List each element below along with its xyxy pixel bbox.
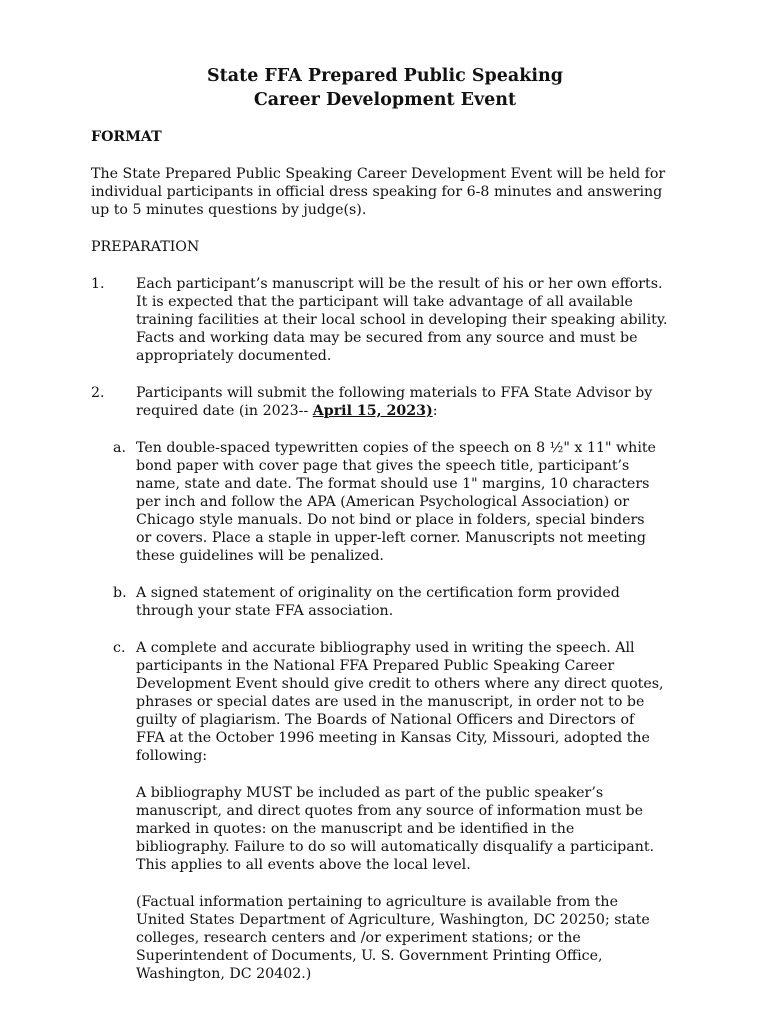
item-2-number: 2. [91,385,105,401]
item-1-line: Each participant’s manuscript will be the result of his or her own efforts. [136,276,663,292]
item-c-line: Development Event should give credit to others where any direct quotes, [136,676,664,692]
quote-line: This applies to all events above the local level. [136,857,471,873]
item-1-line: training facilities at their local school in developing their speaking ability. [136,312,668,328]
item-a-line: or covers. Place a staple in upper-left corner. Manuscripts not meeting [136,530,647,546]
item-c-letter: c. [113,640,126,656]
item-b-letter: b. [113,585,127,601]
item-c-line: guilty of plagiarism. The Boards of National Officers and Directors of [136,712,635,728]
item-c-line: FFA at the October 1996 meeting in Kansas City, Missouri, adopted the [136,730,650,746]
note-line: Superintendent of Documents, U. S. Government Printing Office, [136,948,603,964]
item-b-line: through your state FFA association. [136,603,394,619]
item-b-line: A signed statement of originality on the certification form provided [136,585,620,601]
item-c-line: following: [136,748,208,764]
note-line: colleges, research centers and /or experiment stations; or the [136,930,581,946]
item-a-line: per inch and follow the APA (American Psychological Association) or [136,494,630,510]
note-line: (Factual information pertaining to agriculture is available from the [136,894,618,910]
item-1-line: appropriately documented. [136,348,332,364]
item-a-line: Ten double-spaced typewritten copies of the speech on 8 ½" x 11" white [136,440,656,456]
note-line: Washington, DC 20402.) [136,966,312,982]
item-a-letter: a. [113,440,126,456]
quote-line: A bibliography MUST be included as part of the public speaker’s [136,785,604,801]
item-1-line: Facts and working data may be secured from any source and must be [136,330,638,346]
item-a-line: bond paper with cover page that gives the speech title, participant’s [136,458,630,474]
item-a-line: these guidelines will be penalized. [136,548,384,564]
item-2-colon: : [432,403,438,419]
item-c-line: participants in the National FFA Prepared Public Speaking Career [136,658,615,674]
format-line: up to 5 minutes questions by judge(s). [91,202,367,218]
format-heading: FORMAT [91,129,162,145]
item-2-text: required date (in 2023-- [136,403,313,419]
format-line: The State Prepared Public Speaking Career Development Event will be held for [91,166,666,182]
note-line: United States Department of Agriculture, Washington, DC 20250; state [136,912,650,928]
item-1-line: It is expected that the participant will take advantage of all available [136,294,633,310]
item-2-line-with-date [136,402,438,420]
item-2-line: Participants will submit the following materials to FFA State Advisor by [136,385,653,401]
quote-line: marked in quotes: on the manuscript and be identified in the [136,821,575,837]
format-line: individual participants in official dress speaking for 6-8 minutes and answering [91,184,663,200]
item-a-line: name, state and date. The format should use 1" margins, 10 characters [136,476,650,492]
preparation-heading: PREPARATION [91,239,200,255]
item-c-line: A complete and accurate bibliography used in writing the speech. All [136,640,635,656]
document-title-line-2: Career Development Event [253,90,517,110]
quote-line: bibliography. Failure to do so will automatically disqualify a participant. [136,839,655,855]
item-1-number: 1. [91,276,105,292]
due-date: April 15, 2023) [312,403,433,419]
item-a-line: Chicago style manuals. Do not bind or place in folders, special binders [136,512,645,528]
item-c-line: phrases or special dates are used in the manuscript, in order not to be [136,694,645,710]
quote-line: manuscript, and direct quotes from any source of information must be [136,803,644,819]
document-title-line-1: State FFA Prepared Public Speaking [207,66,563,86]
